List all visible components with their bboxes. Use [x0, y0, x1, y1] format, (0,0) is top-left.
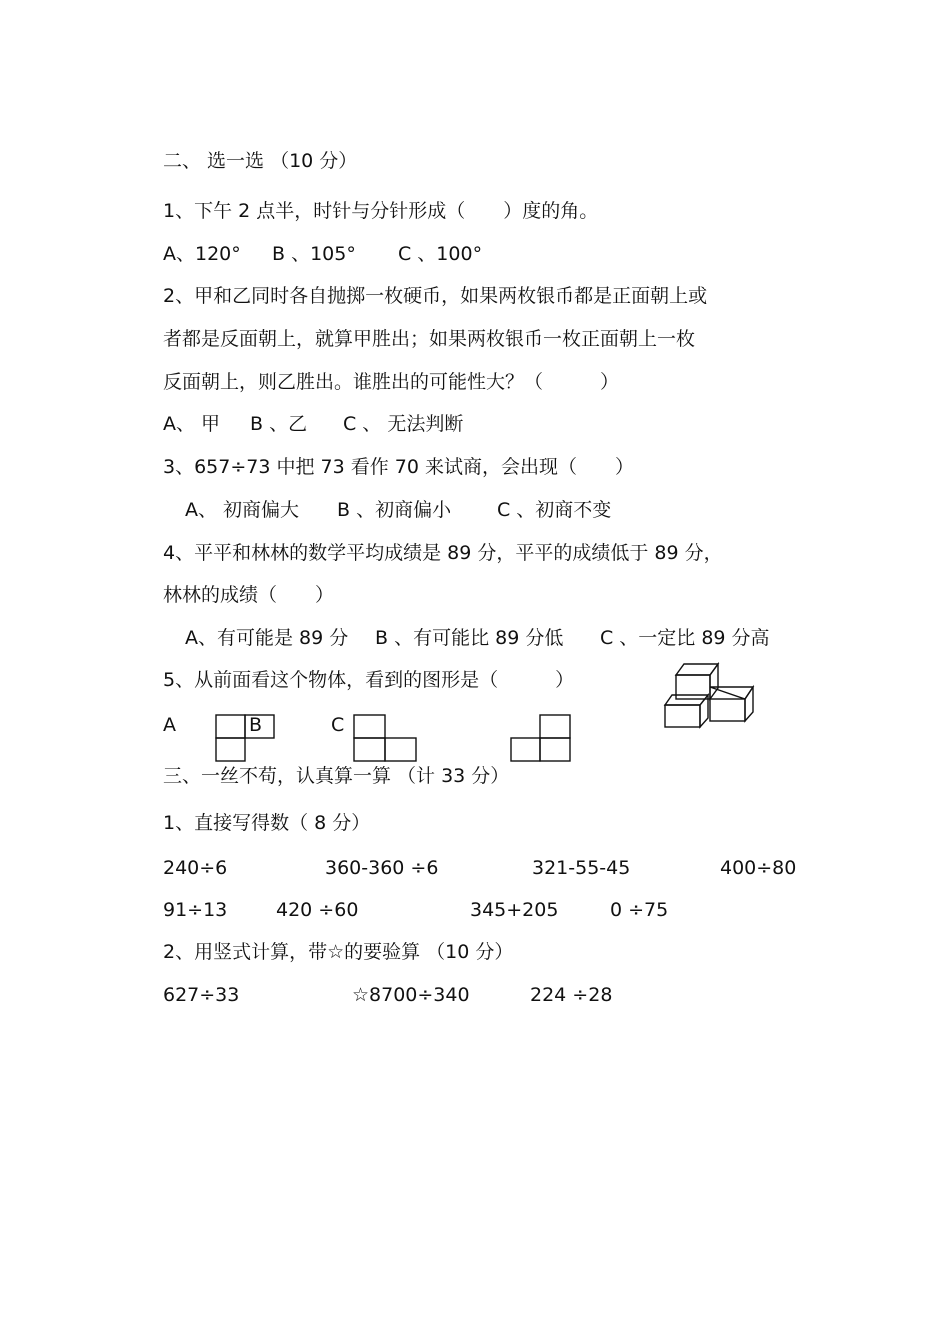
q3-option-b: B 、初商偏小 [337, 499, 452, 521]
calc-item: 400÷80 [720, 857, 797, 879]
p2-title: 2、用竖式计算，带☆的要验算 （10 分） [163, 941, 514, 963]
calc-item: 345+205 [470, 899, 559, 921]
section3-title: 三、一丝不苟，认真算一算 （计 33 分） [163, 765, 510, 787]
q4-stem-line1: 4、平平和林林的数学平均成绩是 89 分，平平的成绩低于 89 分， [163, 542, 723, 564]
calc-item: 420 ÷60 [276, 899, 359, 921]
q2-option-a: A、 甲 [163, 413, 221, 435]
q2-option-b: B 、乙 [250, 413, 308, 435]
vertical-calc-item: ☆8700÷340 [352, 984, 470, 1006]
left-cube-front-face [665, 705, 700, 727]
right-cube-front-face [710, 699, 745, 721]
section2-title: 二、 选一选 （10 分） [163, 150, 358, 172]
right-cube-side-face [745, 687, 753, 721]
calc-item: 0 ÷75 [610, 899, 669, 921]
q2-option-c: C 、 无法判断 [343, 413, 464, 435]
q2-stem-line2: 者都是反面朝上，就算甲胜出；如果两枚银币一枚正面朝上一枚 [163, 328, 696, 350]
q1-option-a: A、120° [163, 243, 241, 265]
q5-option-b-label: B [249, 714, 263, 736]
q2-stem-line3: 反面朝上，则乙胜出。谁胜出的可能性大？（ ） [163, 371, 620, 393]
q5-option-a-label: A [163, 714, 176, 736]
q3-stem: 3、657÷73 中把 73 看作 70 来试商，会出现（ ） [163, 456, 635, 478]
q3-option-c: C 、初商不变 [497, 499, 612, 521]
q3-option-a: A、 初商偏大 [185, 499, 300, 521]
q5-option-b-figure [353, 714, 417, 762]
q1-option-b: B 、105° [272, 243, 356, 265]
vertical-calc-item: 224 ÷28 [530, 984, 613, 1006]
q5-option-c-figure [510, 714, 572, 762]
vertical-calc-item: 627÷33 [163, 984, 240, 1006]
q4-option-a: A、有可能是 89 分 [185, 627, 349, 649]
left-cube-side-face [700, 695, 708, 727]
q5-cube-object-figure [660, 660, 760, 730]
q4-option-b: B 、有可能比 89 分低 [375, 627, 564, 649]
top-cube-side-face [710, 664, 718, 699]
q1-option-c: C 、100° [398, 243, 483, 265]
q5-stem: 5、从前面看这个物体，看到的图形是（ ） [163, 669, 575, 691]
q4-stem-line2: 林林的成绩（ ） [163, 584, 335, 606]
q2-stem-line1: 2、甲和乙同时各自抛掷一枚硬币，如果两枚银币都是正面朝上或 [163, 285, 708, 307]
calc-item: 360-360 ÷6 [325, 857, 439, 879]
q1-stem: 1、下午 2 点半，时针与分针形成（ ）度的角。 [163, 200, 599, 222]
q5-option-c-label: C [331, 714, 345, 736]
q5-option-a-figure [215, 714, 275, 762]
calc-item: 240÷6 [163, 857, 228, 879]
q4-option-c: C 、一定比 89 分高 [600, 627, 770, 649]
calc-item: 321-55-45 [532, 857, 631, 879]
p1-title: 1、直接写得数（ 8 分） [163, 812, 371, 834]
calc-item: 91÷13 [163, 899, 228, 921]
